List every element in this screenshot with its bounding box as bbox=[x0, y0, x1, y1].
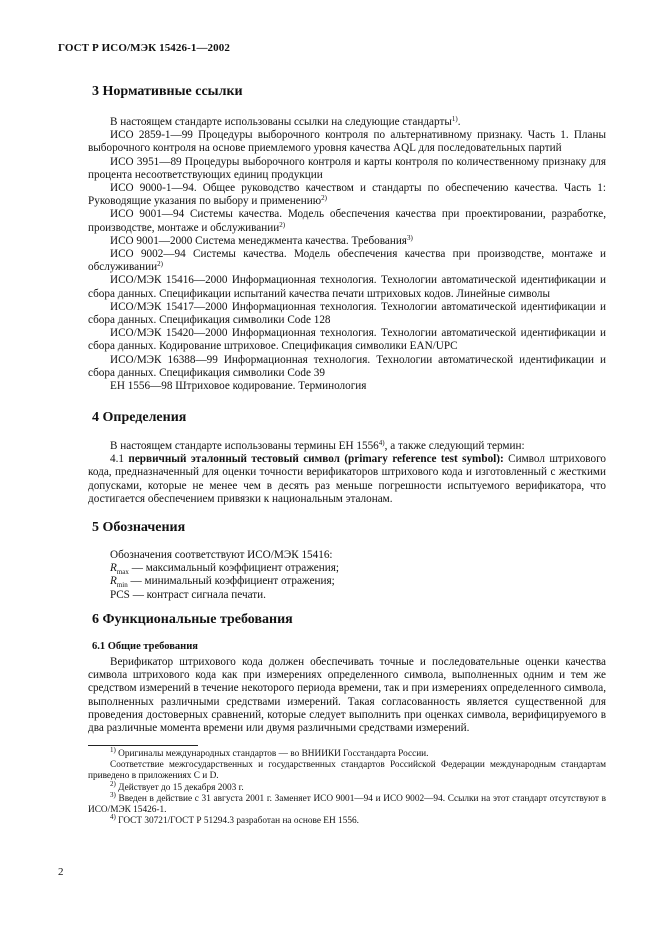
ref-text: ИСО 9000-1—94. Общее руководство качеством и стандарты по обеспечению качества. Часть 1: Руководящие указания по выбору и применению bbox=[88, 182, 606, 208]
ref-item bbox=[88, 129, 606, 155]
footnote-mark: 1) bbox=[110, 746, 116, 754]
ref-item bbox=[88, 208, 606, 234]
footnote-ref-2: 2) bbox=[321, 194, 327, 203]
footnote-text: Действует до 15 декабря 2003 г. bbox=[118, 782, 244, 793]
footnote-item bbox=[88, 813, 606, 827]
symbol-rmin bbox=[88, 575, 606, 588]
ref-item bbox=[88, 235, 606, 248]
footnote-text: Введен в действие с 31 августа 2001 г. Заменяет ИСО 9001—94 и ИСО 9002—94. Ссылки на этот стандарт отсутствуют в ИСО/МЭК 15426-1. bbox=[88, 793, 607, 816]
symbol-description: — максимальный коэффициент отражения; bbox=[128, 562, 339, 575]
ref-item bbox=[88, 274, 606, 300]
symbol-letter: R bbox=[110, 562, 117, 575]
ref-item bbox=[88, 301, 606, 327]
page-number: 2 bbox=[58, 866, 64, 878]
ref-item bbox=[88, 354, 606, 380]
symbol-description: — минимальный коэффициент отражения; bbox=[127, 575, 335, 588]
footnote-ref-3: 3) bbox=[406, 233, 413, 242]
footnote-ref-2: 2) bbox=[279, 220, 286, 229]
footnote-mark: 2) bbox=[110, 779, 116, 788]
ref-item bbox=[88, 248, 606, 274]
ref-text: ИСО/МЭК 15417—2000 Информационная технология. Технологии автоматической идентификации и сбора данных. Спецификация символики Code 128 bbox=[88, 300, 606, 327]
section-6-1-body bbox=[88, 656, 606, 735]
ref-text: ИСО 2859-1—99 Процедуры выборочного контроля по альтернативному признаку. Часть 1. Планы выборочного контроля на основе приемлемого уровня качества AQL для последовательных партий bbox=[88, 129, 606, 155]
section-3-intro bbox=[88, 116, 606, 129]
symbol-rmax bbox=[88, 562, 606, 575]
ref-text: ИСО 3951—89 Процедуры выборочного контроля и карты контроля по количественному признаку для процента несоответствующих единиц продукции bbox=[88, 155, 606, 181]
ref-item bbox=[88, 156, 606, 182]
footnote-text: Оригиналы международных стандартов — во ВНИИКИ Госстандарта России. bbox=[118, 749, 429, 759]
symbol-subscript: min bbox=[116, 581, 128, 590]
symbol-letter: R bbox=[110, 575, 117, 588]
ref-text: ИСО 9002—94 Системы качества. Модель обеспечения качества при производстве, монтаже и обслуживании bbox=[88, 248, 606, 274]
ref-item bbox=[88, 380, 606, 393]
footnote-text: ГОСТ 30721/ГОСТ Р 51294.3 разработан на основе ЕН 1556. bbox=[118, 816, 359, 827]
term-definition bbox=[88, 453, 606, 506]
section-5-body bbox=[88, 549, 606, 602]
ref-item bbox=[88, 182, 606, 208]
footnote-text: Соответствие межгосударственных и государственных стандартов Российской Федерации международным стандартам приведено в приложениях С и D. bbox=[88, 760, 606, 782]
footnote-mark: 4) bbox=[110, 813, 116, 822]
ref-text: ИСО 9001—94 Системы качества. Модель обеспечения качества при проектировании, разработке, производстве, монтаже и обслуживании bbox=[88, 208, 606, 234]
term-definition-text: Символ штрихового кода, предназначенный для оценки точности верификаторов штрихового кода и изготовленный с жесткими допусками, которые не менее чем в десять раз меньше погрешности испытуемого верификатора, что достигается обеспечением привязки к национальным эталонам. bbox=[88, 453, 607, 505]
section-6-1-title: 6.1 Общие требования bbox=[92, 641, 198, 652]
document-header: ГОСТ Р ИСО/МЭК 15426-1—2002 bbox=[58, 42, 230, 54]
ref-text: ИСО/МЭК 15416—2000 Информационная технология. Технологии автоматической идентификации и сбора данных. Спецификации испытаний качества печати штриховых кодов. Линейные символы bbox=[88, 274, 606, 300]
footnote-ref-4: 4) bbox=[378, 439, 385, 447]
section-4-intro-end: , а также следующий термин: bbox=[384, 440, 525, 452]
section-6-1-paragraph: Верификатор штрихового кода должен обеспечивать точные и последовательные оценки качества символа штрихового кода как при измерениях определенного символа, выполненных одним и тем же средством измерений в течение некоторого периода времени, так и при измерениях определенного символа, выполненных различными средствами измерений. Такая согласованность является существенной для проведения достоверных сравнений, которые следует выполнить при оценках символа, верифицируемого в два различные момента времени или двумя различными средствами измерений. bbox=[88, 656, 606, 735]
symbol-subscript: max bbox=[116, 568, 129, 577]
section-3-title: 3 Нормативные ссылки bbox=[92, 84, 243, 99]
section-3-body bbox=[88, 116, 606, 393]
ref-text: ИСО/МЭК 16388—99 Информационная технология. Технологии автоматической идентификации и сбора данных. Спецификация символики Code 39 bbox=[88, 353, 606, 379]
footnote-ref-2: 2) bbox=[157, 260, 163, 269]
symbol-pcs: PCS — контраст сигнала печати. bbox=[110, 588, 266, 601]
ref-text: ИСО/МЭК 15420—2000 Информационная технология. Технологии автоматической идентификации и сбора данных. Кодирование штриховое. Спецификация символики EAN/UPC bbox=[88, 327, 606, 353]
section-4-intro bbox=[88, 440, 606, 453]
section-3-intro-text: В настоящем стандарте использованы ссылки на следующие стандарты bbox=[110, 116, 452, 128]
footnote-divider bbox=[88, 745, 198, 746]
footnote-item bbox=[88, 779, 606, 794]
section-4-body bbox=[88, 440, 606, 506]
section-3-intro-end: . bbox=[457, 116, 461, 128]
ref-item bbox=[88, 327, 606, 353]
footnote-ref-1: 1) bbox=[451, 115, 458, 123]
footnotes bbox=[88, 746, 607, 827]
ref-text: ЕН 1556—98 Штриховое кодирование. Терминология bbox=[110, 380, 367, 393]
section-6-title: 6 Функциональные требования bbox=[92, 612, 293, 627]
ref-text: ИСО 9001—2000 Система менеджмента качества. Требования bbox=[110, 234, 407, 247]
footnote-item bbox=[88, 760, 606, 782]
section-5-intro: Обозначения соответствуют ИСО/МЭК 15416: bbox=[110, 549, 333, 561]
footnote-item bbox=[88, 746, 606, 760]
term-name: первичный эталонный тестовый символ (primary reference test symbol): bbox=[128, 453, 504, 466]
section-5-title: 5 Обозначения bbox=[92, 520, 186, 535]
footnote-item bbox=[88, 790, 607, 816]
footnote-mark: 3) bbox=[110, 790, 116, 799]
section-4-intro-text: В настоящем стандарте использованы термины ЕН 1556 bbox=[110, 440, 379, 452]
term-number: 4.1 bbox=[110, 453, 124, 466]
section-4-title: 4 Определения bbox=[92, 410, 187, 425]
